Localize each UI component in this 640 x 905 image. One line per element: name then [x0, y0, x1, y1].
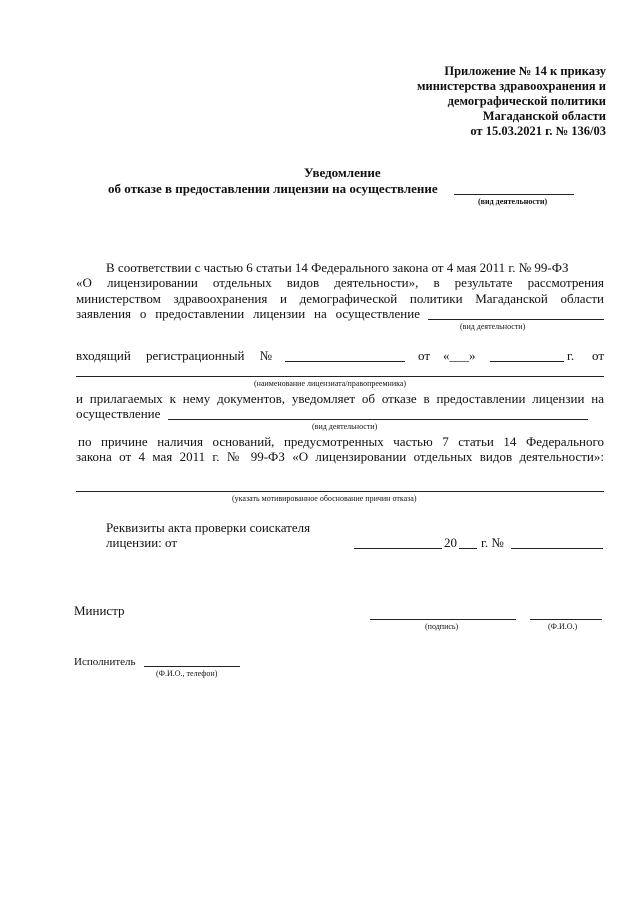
licensee-line [76, 376, 604, 377]
minister-name-line [530, 619, 602, 620]
title-activity-caption: (вид деятельности) [478, 197, 548, 206]
title-line-1: Уведомление [304, 165, 381, 180]
annex-line-3: демографической политики [447, 94, 606, 108]
executor-line [144, 666, 240, 667]
p1-line-4: заявления о предоставлении лицензии на осуществление [76, 306, 420, 321]
minister-name-caption: (Ф.И.О.) [548, 622, 578, 631]
reason-caption: (указать мотивированное обоснование причин отказа) [232, 494, 417, 503]
p2-line-2: осуществление [76, 406, 161, 421]
annex-line-5: от 15.03.2021 г. № 136/03 [470, 124, 606, 138]
inspection-date-line [354, 548, 442, 549]
inspection-year-prefix: 20 [444, 535, 457, 550]
inspection-line-1: Реквизиты акта проверки соискателя [106, 520, 311, 535]
executor-label: Исполнитель [74, 656, 136, 668]
signature-caption: (подпись) [425, 622, 459, 631]
licensee-caption: (наименование лицензиата/правопреемника) [254, 379, 407, 388]
p1-line-3: министерством здравоохранения и демографической политики Магаданской области [76, 291, 604, 306]
annex-line-4: Магаданской области [482, 109, 606, 123]
reg-month-line [490, 361, 564, 362]
executor-caption: (Ф.И.О., телефон) [156, 669, 218, 678]
reg-from-label-2: от [592, 348, 605, 363]
reg-label: входящий регистрационный № [76, 348, 272, 363]
annex-line-1: Приложение № 14 к приказу [444, 64, 606, 78]
p1-line-2: «О лицензировании отдельных видов деятельности», в результате рассмотрения [76, 275, 604, 290]
inspection-year-line [459, 548, 477, 549]
minister-label: Министр [74, 603, 125, 618]
activity-line-1 [428, 319, 604, 320]
p3-line-2: закона от 4 мая 2011 г. № 99-ФЗ «О лицензировании отдельных видов деятельности»: [76, 449, 604, 464]
p3-line-1: по причине наличия оснований, предусмотренных частью 7 статьи 14 Федерального [78, 434, 604, 449]
activity-line-2 [168, 419, 588, 420]
annex-line-2: министерства здравоохранения и [417, 79, 606, 93]
reg-year-label: г. [567, 348, 575, 363]
reason-line [76, 491, 604, 492]
inspection-line-2: лицензии: от [106, 535, 178, 550]
title-activity-line [454, 194, 574, 195]
activity-caption-1: (вид деятельности) [460, 322, 526, 331]
reg-day: «___» [443, 348, 476, 363]
activity-caption-2: (вид деятельности) [312, 422, 378, 431]
reg-from-label: от [418, 348, 431, 363]
p2-line-1: и прилагаемых к нему документов, уведомляет об отказе в предоставлении лицензии на [76, 391, 604, 406]
reg-number-line [285, 361, 405, 362]
title-line-2: об отказе в предоставлении лицензии на осуществление [108, 181, 438, 196]
signature-line [370, 619, 516, 620]
inspection-number-line [511, 548, 603, 549]
inspection-year-suffix: г. № [481, 535, 504, 550]
p1-line-1: В соответствии с частью 6 статьи 14 Федерального закона от 4 мая 2011 г. № 99-ФЗ [106, 260, 569, 275]
